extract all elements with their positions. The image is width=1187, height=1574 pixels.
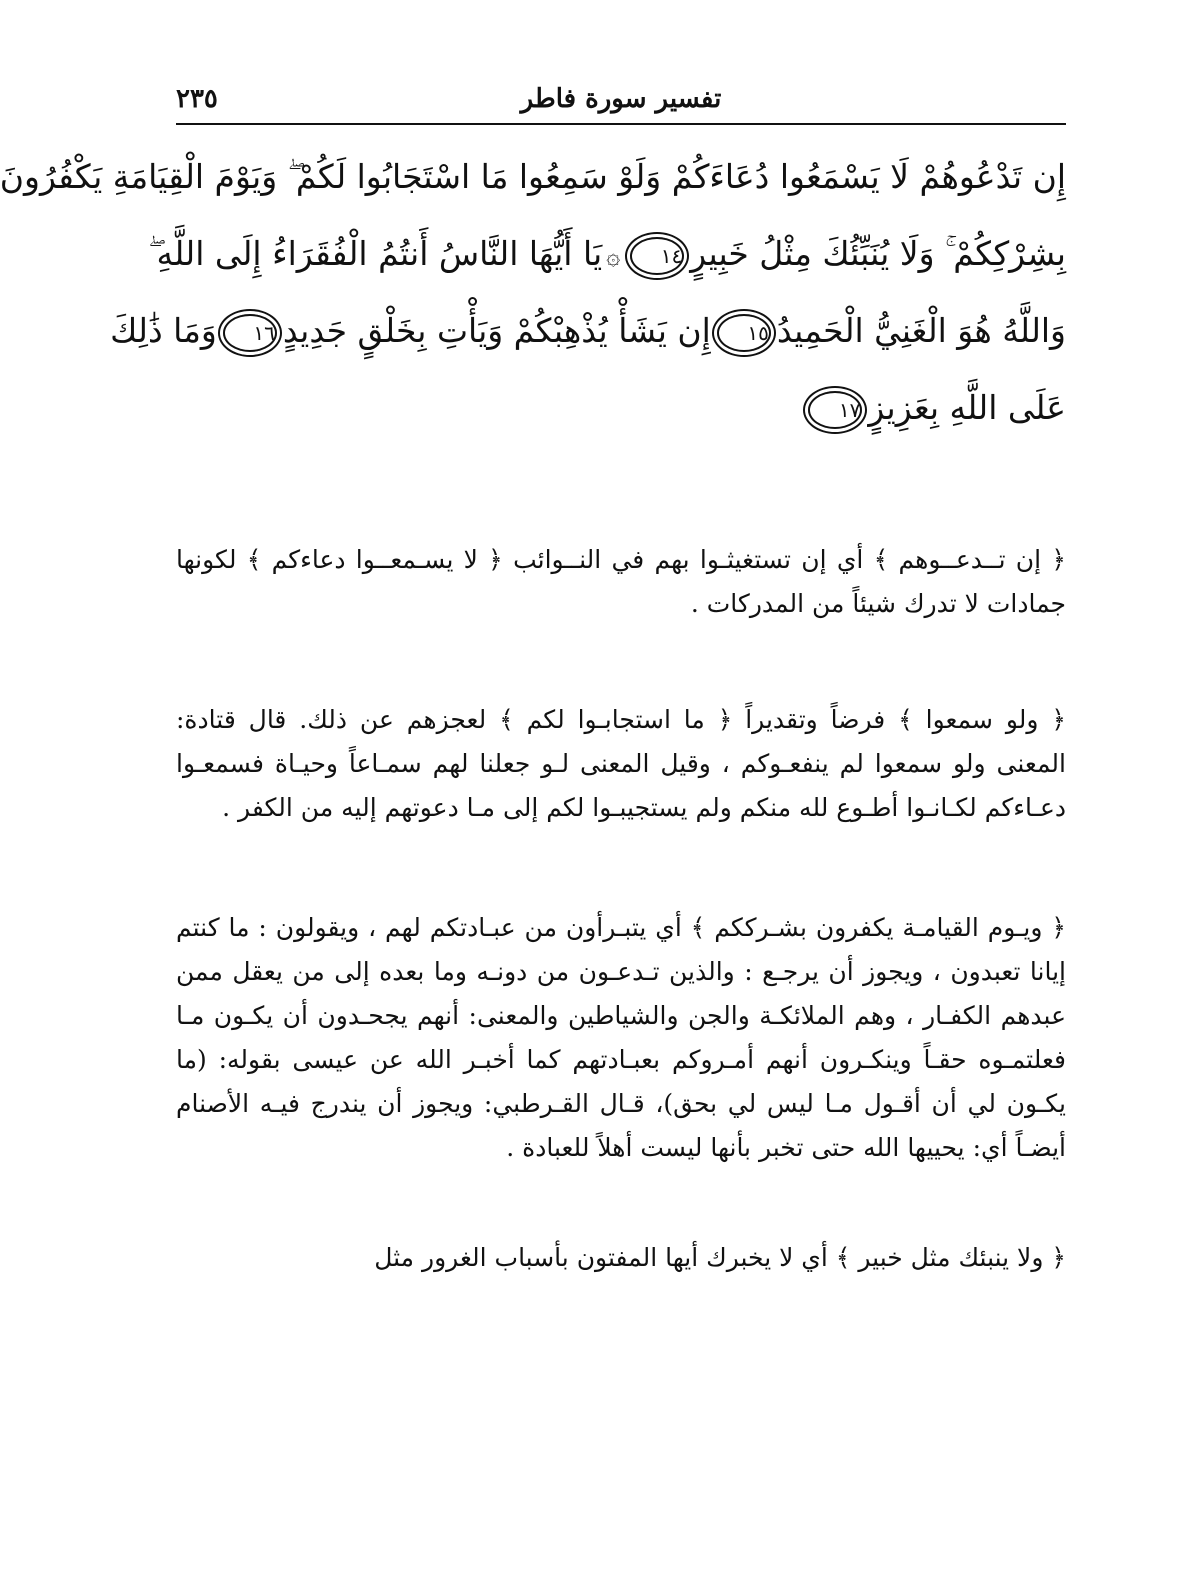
page-header [176,80,1066,120]
commentary-paragraph: ﴿ ولا ينبئك مثل خبير ﴾ أي لا يخبرك أيها المفتون بأسباب الغرور مثل [374,1243,1066,1272]
verse-text: وَاللَّهُ هُوَ الْغَنِيُّ الْحَمِيدُ [776,311,1066,350]
hizb-icon: ۞ [606,241,621,270]
ayah-number-marker: ١٤ [630,237,684,275]
verse-text: وَمَا ذَٰلِكَ [110,311,217,350]
tafsir-commentary [176,538,1066,1280]
verse-text: إِن تَدْعُوهُمْ لَا يَسْمَعُوا دُعَاءَكُمْ وَلَوْ سَمِعُوا مَا اسْتَجَابُوا لَكُمْ ۖ وَيَوْمَ الْقِيَامَةِ يَكْفُرُونَ [0,157,1066,196]
verse-line [148,215,1066,292]
quran-verses [0,138,1066,446]
verse-line [0,138,1066,215]
verse-text: يَا أَيُّهَا النَّاسُ أَنتُمُ الْفُقَرَاءُ إِلَى اللَّهِ ۖ [148,234,603,273]
ayah-number-marker: ١٥ [717,314,771,352]
header-rule [176,123,1066,125]
page-number: ٢٣٥ [176,84,218,114]
commentary-paragraph: ﴿ ولو سمعوا ﴾ فرضاً وتقديراً ﴿ ما استجابـوا لكم ﴾ لعجزهم عن ذلك. قال قتادة: المعنى ولو سمعوا لم ينفعـوكم ، وقيل المعنى لـو جعلنا لهم سمـاعاً وحيـاة فسمعـوا دعـاءكم لكـانـوا أطـوع لله منكم ولم يستجيبـوا لكم إلى مـا دعوتهم إليه من الكفر . [176,705,1066,822]
running-title: تفسير سورة فاطر [520,84,722,114]
verse-text: عَلَى اللَّهِ بِعَزِيزٍ [868,388,1066,427]
commentary-paragraph: ﴿ ويـوم القيامـة يكفرون بشـرككم ﴾ أي يتبـرأون من عبـادتكم لهم ، ويقولون : ما كنتم إيانا تعبدون ، ويجوز أن يرجـع : والذين تـدعـون من دونـه وما بعده إلى من يعقل ممن عبدهم الكفـار ، وهم الملائكـة والجن والشياطين والمعنى: أنهم يجحـدون أن يكـون مـا فعلتمـوه حقـاً وينكـرون أنهم أمـروكم بعبـادتهم كما أخبـر الله عن عيسى بقوله: (ما يكـون لي أن أقـول مـا ليس لي بحق)، قـال القـرطبي: ويجوز أن يندرج فيـه الأصنام أيضـاً أي: يحييها الله حتى تخبر بأنها ليست أهلاً للعبادة . [176,913,1066,1162]
verse-line [110,292,1066,369]
verse-text: إِن يَشَأْ يُذْهِبْكُمْ وَيَأْتِ بِخَلْقٍ جَدِيدٍ [282,311,711,350]
ayah-number-marker: ١٦ [223,314,277,352]
verse-text: بِشِرْكِكُمْ ۚ وَلَا يُنَبِّئُكَ مِثْلُ خَبِيرٍ [690,234,1066,273]
verse-line [176,369,1066,446]
ayah-number-marker: ١٧ [808,391,862,429]
commentary-paragraph: ﴿ إن تــدعــوهم ﴾ أي إن تستغيثـوا بهم في النــوائب ﴿ لا يسـمعــوا دعاءكم ﴾ لكونها جمادات لا تدرك شيئاً من المدركات . [176,545,1066,618]
